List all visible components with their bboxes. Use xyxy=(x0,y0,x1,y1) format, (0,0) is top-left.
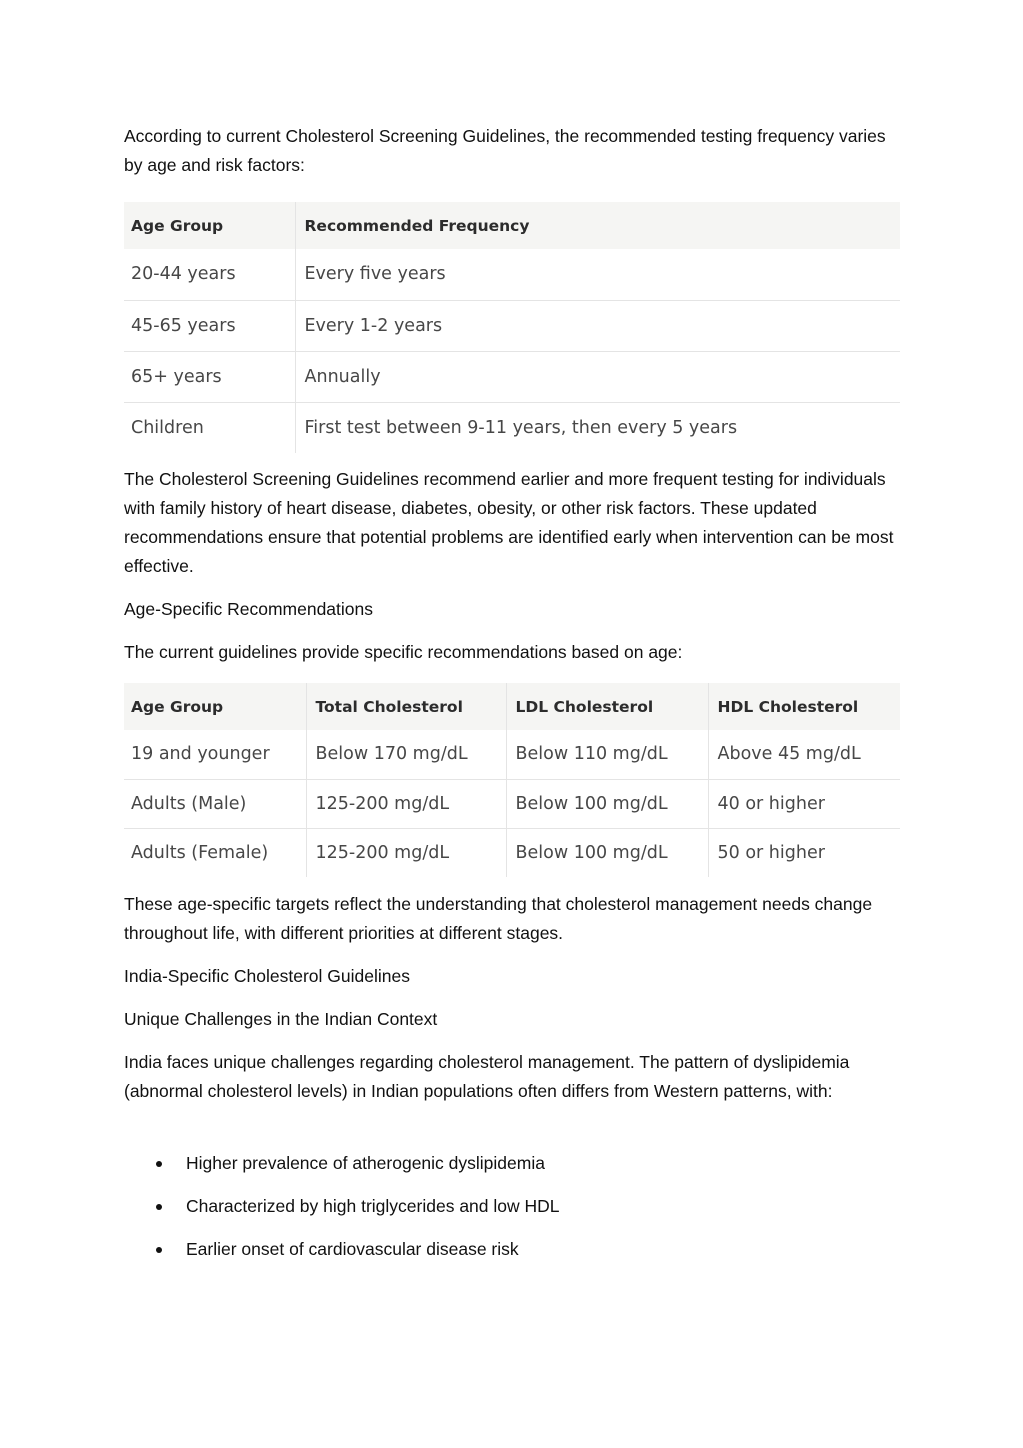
list-item xyxy=(124,1235,900,1278)
table-row xyxy=(124,779,900,828)
table-cell: Below 100 mg/dL xyxy=(506,828,708,877)
india-paragraph: India faces unique challenges regarding cholesterol management. The pattern of dyslipidemia (abnormal cholesterol levels) in Indian populations often differs from Western patterns, with: xyxy=(124,1052,850,1101)
cholesterol-targets-table xyxy=(124,683,900,877)
table-cell: 19 and younger xyxy=(124,730,306,779)
list-item-text: Characterized by high triglycerides and low HDL xyxy=(186,1196,560,1216)
indian-context-heading: Unique Challenges in the Indian Context xyxy=(124,1009,438,1029)
current-guidelines-paragraph: The current guidelines provide specific recommendations based on age: xyxy=(124,642,683,662)
challenges-list xyxy=(124,1149,900,1278)
table-cell: Below 100 mg/dL xyxy=(506,779,708,828)
bullet-icon xyxy=(156,1247,162,1253)
column-header: Total Cholesterol xyxy=(306,683,506,730)
column-header: Age Group xyxy=(124,202,295,249)
table-row xyxy=(124,300,900,351)
table-row xyxy=(124,351,900,402)
table-cell: 50 or higher xyxy=(708,828,900,877)
table-cell: Below 170 mg/dL xyxy=(306,730,506,779)
table-cell: Above 45 mg/dL xyxy=(708,730,900,779)
table-cell: Every five years xyxy=(295,249,900,300)
india-guidelines-heading: India-Specific Cholesterol Guidelines xyxy=(124,966,410,986)
table-row xyxy=(124,402,900,453)
guidelines-paragraph: The Cholesterol Screening Guidelines recommend earlier and more frequent testing for individuals with family history of heart disease, diabetes, obesity, or other risk factors. These updated recommendations ensure that potential problems are identified early when intervention can be most effective. xyxy=(124,469,894,576)
bullet-icon xyxy=(156,1204,162,1210)
list-item-text: Higher prevalence of atherogenic dyslipidemia xyxy=(186,1153,545,1173)
table-cell: Adults (Male) xyxy=(124,779,306,828)
table-row xyxy=(124,730,900,779)
list-item xyxy=(124,1192,900,1235)
table-cell: Adults (Female) xyxy=(124,828,306,877)
age-specific-heading: Age-Specific Recommendations xyxy=(124,599,374,619)
table-cell: 45-65 years xyxy=(124,300,295,351)
intro-paragraph: According to current Cholesterol Screening Guidelines, the recommended testing frequency varies by age and risk factors: xyxy=(124,126,886,175)
table-header-row xyxy=(124,202,900,249)
column-header: HDL Cholesterol xyxy=(708,683,900,730)
targets-paragraph: These age-specific targets reflect the understanding that cholesterol management needs change throughout life, with different priorities at different stages. xyxy=(124,894,873,943)
table-cell: 20-44 years xyxy=(124,249,295,300)
table-cell: 125-200 mg/dL xyxy=(306,828,506,877)
column-header: Age Group xyxy=(124,683,306,730)
list-item-text: Earlier onset of cardiovascular disease risk xyxy=(186,1239,519,1259)
table-cell: First test between 9-11 years, then every 5 years xyxy=(295,402,900,453)
screening-frequency-table xyxy=(124,202,900,453)
table-cell: Below 110 mg/dL xyxy=(506,730,708,779)
table-row xyxy=(124,249,900,300)
table-cell: Children xyxy=(124,402,295,453)
column-header: LDL Cholesterol xyxy=(506,683,708,730)
table-cell: 40 or higher xyxy=(708,779,900,828)
table-cell: Every 1-2 years xyxy=(295,300,900,351)
bullet-icon xyxy=(156,1161,162,1167)
table-cell: 65+ years xyxy=(124,351,295,402)
table-header-row xyxy=(124,683,900,730)
column-header: Recommended Frequency xyxy=(295,202,900,249)
list-item xyxy=(124,1149,900,1192)
table-cell: 125-200 mg/dL xyxy=(306,779,506,828)
table-row xyxy=(124,828,900,877)
table-cell: Annually xyxy=(295,351,900,402)
